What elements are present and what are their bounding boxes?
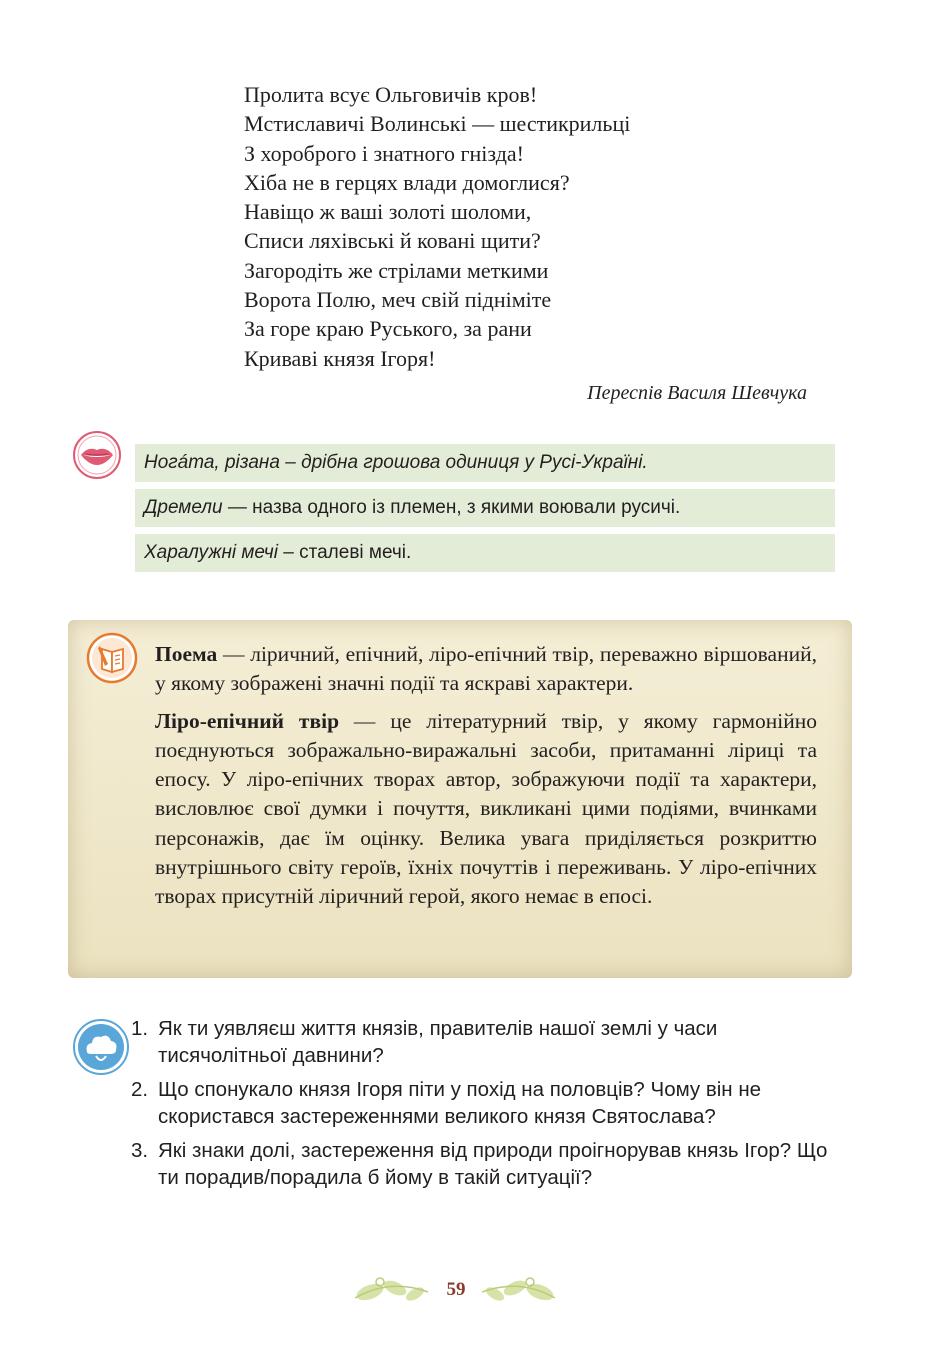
question-number: 1. bbox=[131, 1017, 149, 1040]
page-number: 59 bbox=[446, 1279, 466, 1300]
poem-line: З хороброго і знатного гнізда! bbox=[244, 140, 524, 166]
theory-paragraph bbox=[155, 640, 817, 699]
theory-text bbox=[155, 640, 817, 920]
list-item bbox=[131, 1138, 841, 1191]
theory-term: Поема bbox=[155, 642, 218, 666]
poem-line: Списи ляхівські й ковані щити? bbox=[244, 228, 541, 254]
question-text: Що спонукало князя Ігоря піти у похід на половців? Чому він не скористався застереженнями великого князя Святослава? bbox=[158, 1078, 762, 1128]
glossary-row bbox=[135, 489, 835, 527]
glossary-term: Харалужні мечі bbox=[144, 542, 278, 563]
glossary-definition: — назва одного із племен, з якими воювали русичі. bbox=[222, 497, 681, 518]
list-item bbox=[131, 1016, 841, 1069]
question-number: 2. bbox=[131, 1078, 149, 1101]
poem-line: Ворота Полю, меч свій підніміте bbox=[244, 287, 552, 313]
theory-paragraph bbox=[155, 707, 817, 912]
question-number: 3. bbox=[131, 1139, 149, 1162]
glossary-definition: – сталеві мечі. bbox=[277, 542, 412, 563]
poem-line: Криваві князя Ігоря! bbox=[244, 345, 436, 371]
book-pen-icon bbox=[86, 632, 138, 684]
cloud-thought-icon bbox=[72, 1018, 130, 1076]
glossary-row bbox=[135, 534, 835, 572]
glossary-term: Ногáта, різана – дрібна грошова одиниця у Русі-Україні. bbox=[144, 452, 648, 473]
questions-list bbox=[131, 1016, 841, 1199]
theory-definition: — це літературний твір, у якому гармонійно поєднуються зображально-виражальні засоби, притаманні ліриці та епосу. У ліро-епічних творах автор, зображуючи події та характери, висловлює свої думки і почуття, викликані цими подіями, вчинками персонажів, дає їм оцінку. Велика увага приділяється розкриттю внутрішнього світу героїв, їхніх почуттів і переживань. У ліро-епічних творах присутній ліричний герой, якого немає в епосі. bbox=[155, 708, 817, 909]
theory-definition: — ліричний, епічний, ліро-епічний твір, переважно віршований, у якому зображені значні події та яскраві характери. bbox=[155, 642, 817, 696]
poem-line: Навіщо ж ваші золоті шоломи, bbox=[244, 199, 532, 225]
lips-icon bbox=[72, 430, 122, 480]
poem-line: Загородіть же стрілами меткими bbox=[244, 257, 549, 283]
theory-term: Ліро-епічний твір bbox=[155, 708, 340, 733]
list-item bbox=[131, 1077, 841, 1130]
question-text: Які знаки долі, застереження від природи проігнорував князь Ігор? Що ти порадив/порадила б йому в такій ситуації? bbox=[158, 1139, 828, 1189]
question-text: Як ти уявляєш життя князів, правителів нашої землі у часи тисячолітньої давнини? bbox=[158, 1017, 718, 1067]
poem-line: Хіба не в герцях влади домоглися? bbox=[244, 169, 570, 195]
poem-attribution: Переспів Василя Шевчука bbox=[587, 382, 807, 404]
glossary-row bbox=[135, 444, 835, 482]
poem-line: Пролита всує Ольговичів кров! bbox=[244, 82, 538, 107]
poem-line: Мстиславичі Волинські — шестикрильці bbox=[244, 111, 631, 137]
poem-line: За горе краю Руського, за рани bbox=[244, 316, 532, 342]
poem-block bbox=[244, 80, 630, 373]
glossary-term: Дремели bbox=[144, 497, 223, 518]
